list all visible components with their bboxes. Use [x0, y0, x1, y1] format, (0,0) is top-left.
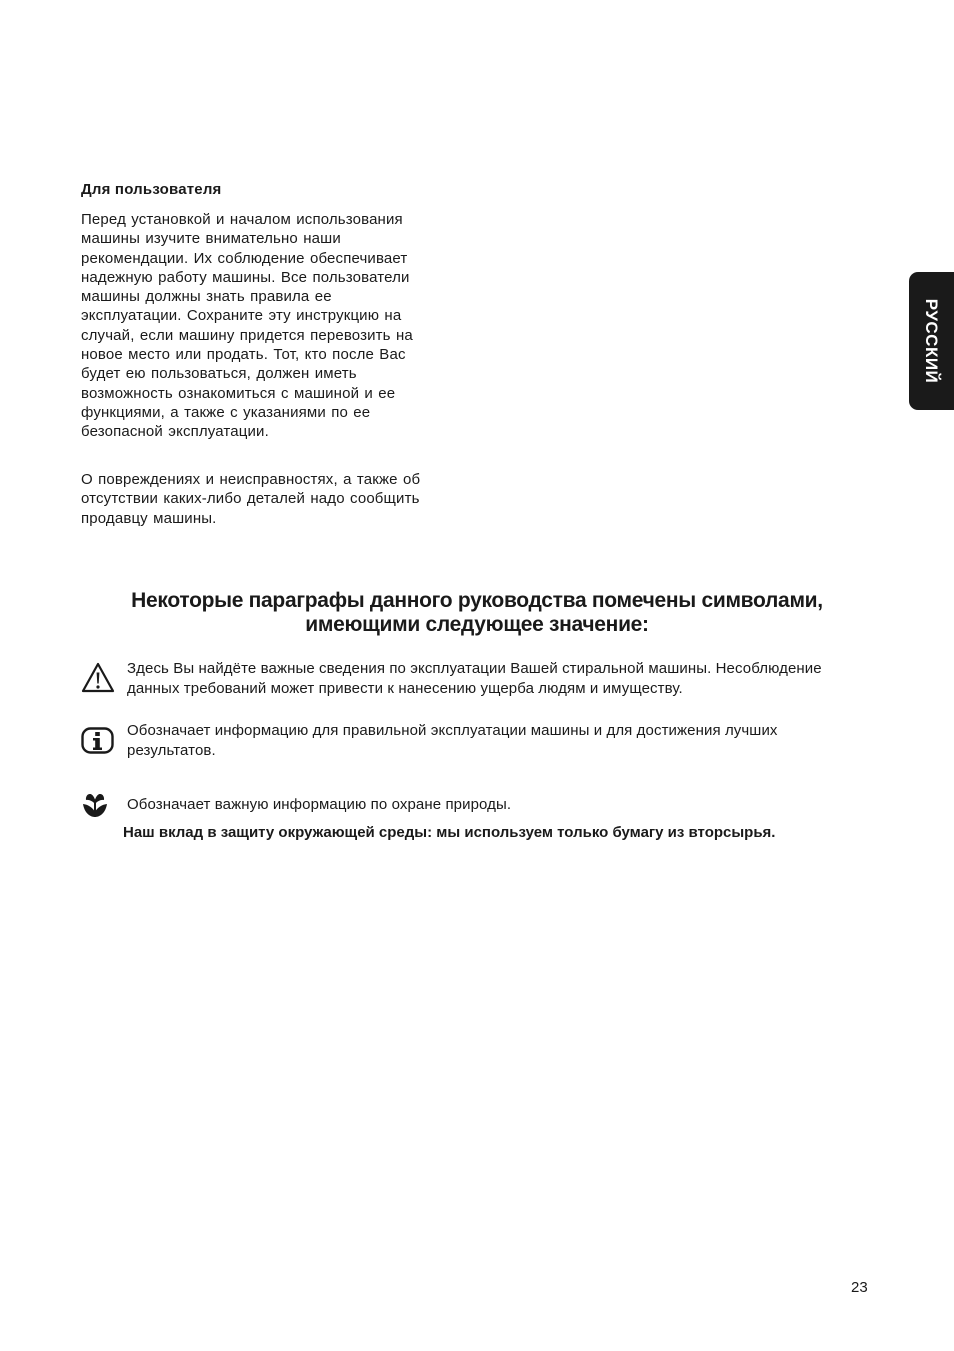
description-line: Обозначает важную информацию по охране природы. [127, 796, 512, 813]
paragraph-line: продавцу машины. [81, 509, 217, 527]
paragraph-line: отсутствии каких-либо деталей надо сообщить [81, 490, 420, 508]
paragraph-line: рекомендации. Их соблюдение обеспечивает [81, 249, 408, 267]
info-description [127, 721, 778, 760]
paragraph-line: случай, если машину придется перевозить на [81, 326, 413, 344]
user-intro-paragraph [81, 210, 461, 442]
warning-icon [81, 662, 115, 694]
warning-description [127, 659, 822, 698]
paragraph-line: функциями, а также с указаниями по ее [81, 403, 371, 421]
description-line: данных требований может привести к нанесению ущерба людям и имуществу. [127, 679, 683, 697]
heading-line: Некоторые параграфы данного руководства помечены символами, [131, 589, 823, 612]
symbols-heading [60, 589, 894, 637]
paragraph-line: возможность ознакомиться с машиной и ее [81, 384, 396, 402]
paragraph-line: эксплуатации. Сохраните эту инструкцию на [81, 307, 402, 325]
paragraph-line: Перед установкой и началом использования [81, 211, 403, 228]
paragraph-line: машины изучите внимательно наши [81, 230, 341, 248]
language-tab-label: РУССКИЙ [922, 298, 941, 384]
description-line: Обозначает информацию для правильной эксплуатации машины и для достижения лучших [127, 722, 778, 739]
recycled-paper-note: Наш вклад в защиту окружающей среды: мы используем только бумагу из вторсырья. [123, 824, 776, 841]
paragraph-line: новое место или продать. Тот, кто после Вас [81, 346, 406, 364]
language-tab [909, 272, 954, 410]
damage-report-paragraph [81, 470, 461, 528]
user-section-heading: Для пользователя [81, 181, 222, 198]
page-number: 23 [851, 1279, 868, 1296]
heading-line: имеющими следующее значение: [305, 613, 649, 636]
paragraph-line: О повреждениях и неисправностях, а также об [81, 471, 421, 488]
paragraph-line: безопасной эксплуатации. [81, 423, 269, 441]
paragraph-line: надежную работу машины. Все пользователи [81, 268, 410, 286]
info-icon [81, 727, 114, 754]
environment-description [127, 795, 511, 815]
paragraph-line: машины должны знать правила ее [81, 288, 332, 306]
paragraph-line: будет ею пользоваться, должен иметь [81, 365, 357, 383]
description-line: результатов. [127, 741, 216, 759]
description-line: Здесь Вы найдёте важные сведения по эксплуатации Вашей стиральной машины. Несоблюдение [127, 660, 822, 677]
environment-icon [81, 791, 109, 819]
